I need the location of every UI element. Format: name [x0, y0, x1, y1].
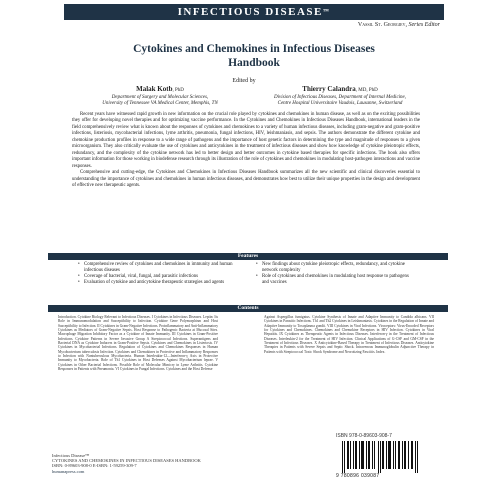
footer-series: Infectious Disease™	[52, 453, 90, 458]
series-editor-name: Vassil St. Georgiev	[357, 22, 406, 28]
footer-isbn: ISBN: 0-89603-908-0 E-ISBN: 1-59259-309-7	[52, 463, 137, 469]
series-editor-role: Series Editor	[408, 22, 440, 28]
editor-2-name: Thierry Calandra	[302, 85, 356, 93]
series-trademark: ™	[322, 9, 331, 15]
editor-2-affiliation-2: Centre Hospital Universitaire Vaudois, Lausanne, Switzerland	[277, 101, 403, 106]
abstract	[72, 112, 420, 189]
contents-column-2: Against Aspergillus fumigatus. Cytokine Synthesis of Innate and Adaptive Immunity to Candida albicans. VII Cytokines in Parasitic Infections. Th1 and Th2 Cytokines in Leishmaniasis. Cytokines in the Regulation of Innate and Adaptive Immunity to Toxoplasma gondii. VIII Cytokines in Viral Infections. Viroceptors: Virus-Encoded Receptors for Cytokines and Chemokines. Chemokines and Chemokine Receptors in HIV Infection. Cytokines in Viral Hepatitis. IX Cytokines as Therapeutic Agents in Infectious Diseases. Interferon-γ in the Treatment of Infectious Diseases. Interleukin-2 for the Treatment of HIV Infection. Clinical Applications of G-CSF and GM-CSF in the Treatment of Infectious Diseases. X Anticytokine-Based Therapy in Treatment of Infectious Diseases. Anticytokine Therapies in Patients with Severe Sepsis and Septic Shock. Intravenous Immunoglobulin Adjunctive Therapy in Patients with Streptococcal Toxic Shock Syndrome and Necrotizing Fasciitis. Index.	[264, 315, 434, 354]
feature-item: • Comprehensive review of cytokines and chemokines in immunity and human infectious diseases	[78, 262, 233, 273]
editor-2-degree: MD, PhD	[358, 88, 378, 93]
features-heading: Features	[48, 253, 448, 260]
footer-title: CYTOKINES AND CHEMOKINES IN INFECTIOUS DISEASES HANDBOOK	[52, 458, 201, 464]
editor-1-degree: PhD	[174, 88, 184, 93]
feature-item: • New findings about cytokine pleiotropic effects, redundancy, and cytokine network complexity	[256, 262, 405, 273]
barcode-icon	[342, 441, 420, 473]
abstract-paragraph-2: Comprehensive and cutting-edge, the Cytokines and Chemokines in Infectious Diseases Handbook summarizes all the new scientific and clinical discoveries essential to understanding the importance of cytokines and chemokines in human infectious diseases, and demonstrates how best to utilize their unique properties in the design and development of effective new therapeutic agents.	[72, 170, 420, 188]
series-banner	[64, 4, 444, 20]
editor-2: Thierry Calandra, MD, PhD Division of Infectious Diseases, Department of Internal Medicine, Centre Hospital Universitaire Vaudois, Lausanne, Switzerland	[240, 86, 440, 108]
editor-1-name: Malak Kotb	[136, 85, 173, 93]
contents-column-1: Introduction. Cytokine Biology Relevant to Infectious Diseases. I Cytokines in Infectious Diseases. Leptin: Its Role in Immunomodulation and Susceptibility to Infection. Cytokine Gene Polymorphism and Host Susceptibility to Infection. II Cytokines in Gram-Negative Infections. Proinflammatory and Anti-Inflammatory Cytokines as Mediators of Gram-Negative Sepsis. Host Response to Pathogenic Bacteria at Mucosal Sites. Macrophage Migration Inhibitory Factor as a Cytokine of Innate Immunity. III Cytokines in Gram-Positive Infections. Cytokine Patterns in Severe Invasive Group A Streptococcal Infections. Superantigens and Bacterial DNA as Cytokine Inducers in Gram-Positive Sepsis. Cytokines and Chemokines in Listeriosis. IV Cytokines in Mycobacterial Infections. Regulation of Cytokines and Chemokines Responses in Human Mycobacterium tuberculosis Infection. Cytokines and Chemokines in Protective and Inflammatory Responses to Infection with Nontuberculous Mycobacteria. Human Interleukin-12—Interferon-γ Axis in Protective Immunity to Mycobacteria. Role of Th1 Cytokines in Host Defenses Against Mycobacterium leprae. V Cytokines in Other Bacterial Infections. Possible Role of Molecular Mimicry in Lyme Arthritis. Cytokine Responses in Patients with Pneumonia. VI Cytokines in Fungal Infections. Cytokines and the Host Defense	[58, 315, 218, 372]
publisher-footer	[52, 453, 201, 474]
footer-website: humanapress.com	[52, 468, 85, 474]
series-editor: Vassil St. Georgiev, Series Editor	[357, 22, 440, 28]
editor-2-affiliation-1: Division of Infectious Diseases, Department of Internal Medicine,	[273, 94, 407, 100]
feature-item: • Role of cytokines and chemokines in modulating host response to pathogens and vaccines	[256, 274, 409, 285]
barcode-digits: 9 780896 039087	[336, 473, 380, 479]
contents-heading: Contents	[48, 305, 448, 312]
book-title-line1: Cytokines and Chemokines in Infectious Diseases	[133, 43, 375, 55]
barcode-isbn: ISBN 978-0-89603-908-7	[336, 433, 392, 439]
abstract-paragraph-1: Recent years have witnessed rapid growth in new information on the crucial role played by cytokines and chemokines in human disease, as well as on the exciting possibilities they offer for developing novel therapies and for optimizing vaccine performance. In the Cytokines and Chemokines in Infectious Diseases Handbook, international leaders in the field comprehensively review what is known about the responses of cytokines and chemokines to a variety of human infectious diseases, including gram-negative and gram-positive infections, listeriosis, mycobacterial infections, lyme arthritis, pneumonia, fungal infections, HIV, leishmaniasis, and sepsis. The authors demonstrate the different cytokine and chemokine production profiles in response to a wide range of pathogens and the importance of host genetic factors in determining the type and magnitude of responses to a given microorganism. They also critically evaluate the use of cytokines and anticytokines in the treatment of infectious diseases and show how knowledge of cytokine pleiotropic effects, redundancy, and the complexity of the cytokine network has led to better design and better outcomes in cytokine based therapies for specific infections. The book also offers important information for those working in biodefense research through its illustration of the role of cytokines and chemokines in modulating host-pathogen interactions and vaccine responses.	[72, 112, 420, 169]
series-name: INFECTIOUS DISEASE	[177, 6, 323, 18]
book-title-line2: Handbook	[228, 57, 280, 69]
editor-1-affiliation-1: Department of Surgery and Molecular Sciences,	[111, 94, 209, 100]
edited-by-label: Edited by	[232, 78, 256, 84]
feature-item: • Coverage of bacterial, viral, fungal, and parasitic infections	[78, 274, 199, 279]
features-left-column	[78, 262, 238, 286]
feature-item: • Evaluation of cytokine and anticytokine therapeutic strategies and agents	[78, 280, 225, 285]
editor-1-affiliation-2: University of Tennessee VA Medical Center, Memphis, TN	[102, 101, 218, 106]
features-right-column	[256, 262, 416, 286]
editor-1: Malak Kotb, PhD Department of Surgery and Molecular Sciences, University of Tennessee VA Medical Center, Memphis, TN	[60, 86, 260, 108]
